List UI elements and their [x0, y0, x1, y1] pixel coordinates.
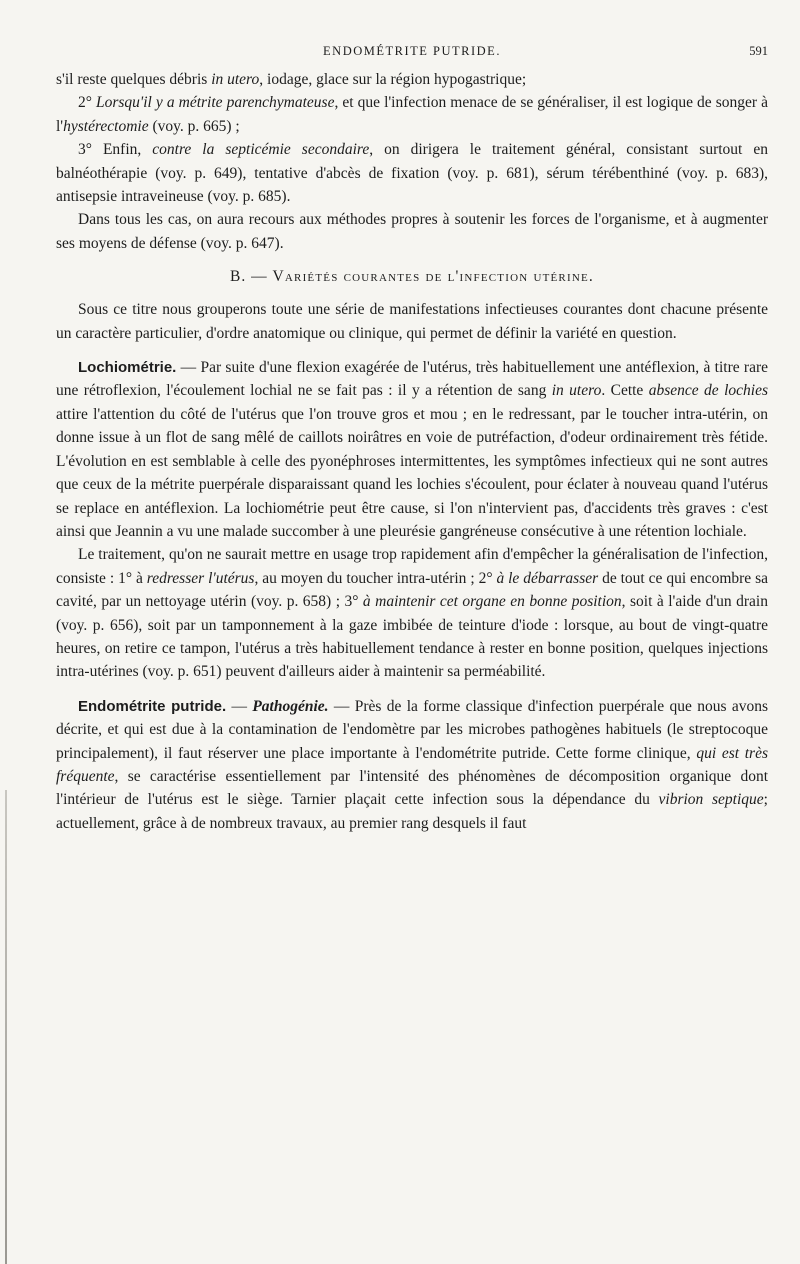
paragraph-point-2: 2° Lorsqu'il y a métrite parenchymateuse, et que l'infection menace de se généraliser, il est logique de songer à l'hystérectomie (voy. p. 665) ; [56, 94, 768, 135]
lochiometrie-heading: Lochiométrie. [78, 359, 177, 377]
paragraph-endometrite-putride: Endométrite putride. — Pathogénie. — Près de la forme classique d'infection puerpérale que nous avons décrite, et qui est due à la contamination de l'endomètre par les microbes pathogènes habituels (le streptocoque principalement), il faut réserver une place importante à l'endométrite putride. Cette forme clinique, qui est très fréquente, se caractérise essentiellement par l'intensité des phénomènes de décomposition organique dont l'intérieur de l'utérus est le siège. Tarnier plaçait cette infection sous la dépendance du vibrion septique; actuellement, grâce à de nombreux travaux, au premier rang desquels il faut [56, 697, 768, 832]
running-title: ENDOMÉTRITE PUTRIDE. [323, 44, 501, 58]
paragraph-all-cases: Dans tous les cas, on aura recours aux méthodes propres à soutenir les forces de l'organisme, et à augmenter ses moyens de défense (voy. p. 647). [56, 211, 768, 252]
running-head [56, 44, 768, 66]
paragraph-lochiometrie: Lochiométrie. — Par suite d'une flexion exagérée de l'utérus, très habituellement une antéflexion, à titre rare une rétroflexion, l'écoulement lochial ne se fait pas : il y a rétention de sang in utero. Cette absence de lochies attire l'attention du côté de l'utérus que l'on trouve gros et mou ; en le redressant, par le toucher intra-utérin, on donne issue à un flot de sang mêlé de caillots noirâtres en voie de putréfaction, d'odeur ordinairement très fétide. L'évolution en est semblable à celle des pyonéphroses intermittentes, les symptômes infectieux qui ne sont autres que ceux de la métrite puerpérale disparaissant quand les lochies s'écoulent, pour éclater à nouveau quand l'utérus se replace en antéflexion. La lochiométrie peut être cause, si l'on n'intervient pas, d'accidents très graves : c'est ainsi que Jeannin a vu une malade succomber à une pleurésie gangréneuse consécutive à une rétention lochiale. [56, 359, 768, 540]
page-number: 591 [749, 44, 768, 58]
pathogenie-subheading: Pathogénie. [252, 697, 329, 715]
book-page [56, 44, 768, 835]
endometrite-heading: Endométrite putride. [78, 697, 227, 715]
scan-margin-shadow [5, 790, 7, 1264]
paragraph-section-intro: Sous ce titre nous grouperons toute une série de manifestations infectieuses courantes dont chacune présente un caractère particulier, d'ordre anatomique ou clinique, qui permet de définir la variété en question. [56, 301, 768, 342]
paragraph-continuation: s'il reste quelques débris in utero, iodage, glace sur la région hypogastrique; [56, 71, 527, 88]
paragraph-point-3: 3° Enfin, contre la septicémie secondaire, on dirigera le traitement général, consistant surtout en balnéothérapie (voy. p. 649), tentative d'abcès de fixation (voy. p. 681), sérum térébenthiné (voy. p. 683), antisepsie intraveineuse (voy. p. 685). [56, 141, 768, 206]
paragraph-traitement: Le traitement, qu'on ne saurait mettre en usage trop rapidement afin d'empêcher la généralisation de l'infection, consiste : 1° à redresser l'utérus, au moyen du toucher intra-utérin ; 2° à le débarrasser de tout ce qui encombre sa cavité, par un nettoyage utérin (voy. p. 658) ; 3° à maintenir cet organe en bonne position, soit à l'aide d'un drain (voy. p. 656), soit par un tamponnement à la gaze imbibée de teinture d'iode : lorsque, au bout de vingt-quatre heures, on retire ce tampon, l'utérus a très habituellement tendance à rester en bonne position, quelques injections intra-utérines (voy. p. 651) peuvent d'ailleurs aider à maintenir sa perméabilité. [56, 546, 768, 681]
section-heading-b: B. — Variétés courantes de l'infection utérine. [230, 268, 594, 286]
